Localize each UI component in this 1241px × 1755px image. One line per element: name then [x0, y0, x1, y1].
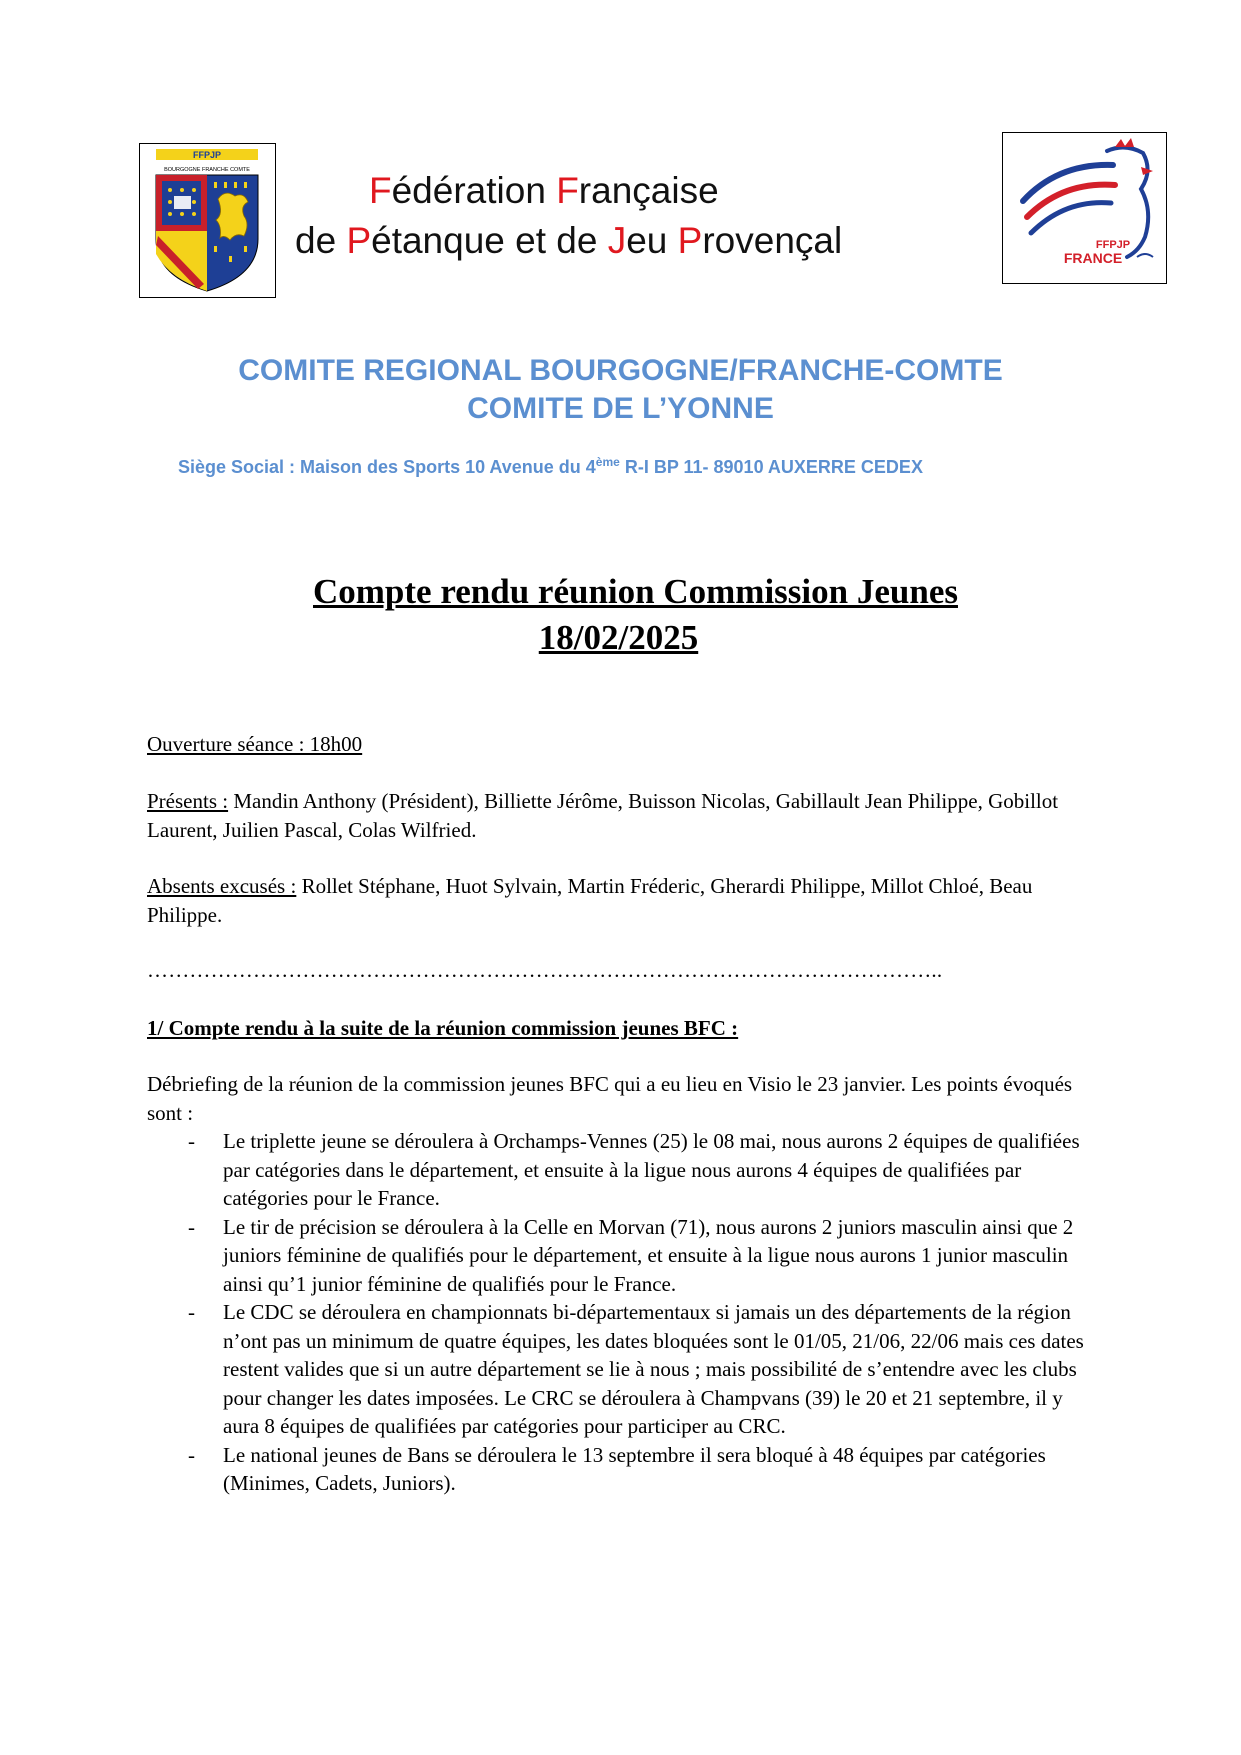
federation-text-part: F — [369, 170, 392, 211]
federation-text-part: étanque et de — [371, 220, 608, 261]
bullet-marker: - — [188, 1214, 195, 1239]
federation-name-line2 — [295, 222, 842, 259]
rooster-icon — [1003, 133, 1165, 282]
federation-text-part: P — [677, 220, 703, 261]
absents-paragraph: Absents excusés : Rollet Stéphane, Huot Sylvain, Martin Fréderic, Gherardi Philippe, Millot Chloé, Beau Philippe. — [147, 874, 1033, 927]
section1-heading: 1/ Compte rendu à la suite de la réunion commission jeunes BFC : — [147, 1016, 739, 1040]
section1-intro: Débriefing de la réunion de la commission jeunes BFC qui a eu lieu en Visio le 23 janvier. Les points évoqués sont : — [147, 1072, 1073, 1125]
bullet-marker: - — [188, 1129, 195, 1153]
comite-yonne: COMITE DE L’YONNE — [467, 392, 774, 425]
section1-bullet-list — [147, 1127, 1093, 1498]
svg-text:FFPJP: FFPJP — [1095, 239, 1131, 251]
separator-line: ………………………………………………………………………………………………….. — [147, 958, 943, 982]
presents-label: Présents : — [147, 789, 229, 813]
federation-text-part: J — [607, 220, 627, 261]
document-date: 18/02/2025 — [538, 618, 699, 657]
absents-label: Absents excusés : — [147, 874, 297, 898]
comite-regional: COMITE REGIONAL BOURGOGNE/FRANCHE-COMTE — [238, 354, 1003, 387]
bullet-text: Le national jeunes de Bans se déroulera le 13 septembre il sera bloqué à 48 équipes par catégories (Minimes, Cadets, Juniors). — [223, 1442, 1046, 1495]
ffpjp-france-logo — [1002, 132, 1167, 284]
bourgogne-franche-comte-logo — [139, 143, 276, 298]
document-title: Compte rendu réunion Commission Jeunes — [313, 572, 958, 611]
ouverture-seance: Ouverture séance : 18h00 — [147, 732, 363, 756]
bullet-item — [147, 1441, 1093, 1498]
federation-text-part: P — [346, 220, 372, 261]
federation-text-part: rovençal — [702, 220, 843, 261]
bullet-text: Le triplette jeune se déroulera à Orchamps-Vennes (25) le 08 mai, nous aurons 2 équipes de qualifiées par catégories dans le département, et ensuite à la ligue nous aurons 4 équipes de qualifiées par catégories pour le France. — [223, 1129, 1080, 1210]
bullet-item — [147, 1127, 1093, 1213]
presents-paragraph: Présents : Mandin Anthony (Président), Billiette Jérôme, Buisson Nicolas, Gabillault Jean Philippe, Gobillot Laurent, Juilien Pascal, Colas Wilfried. — [147, 789, 1059, 842]
federation-text-part: rançaise — [578, 170, 719, 211]
bullet-item — [147, 1298, 1093, 1441]
federation-text-part: F — [556, 170, 579, 211]
federation-text-part: édération — [391, 170, 557, 211]
bullet-text: Le tir de précision se déroulera à la Celle en Morvan (71), nous aurons 2 juniors masculin ainsi que 2 juniors féminine de qualifiés pour le département, et ensuite à la ligue nous aurons 1 junior masculin ainsi qu’1 junior féminine de qualifiés pour le France. — [223, 1214, 1074, 1296]
bullet-text: Le CDC se déroulera en championnats bi-départementaux si jamais un des départements de la région n’ont pas un minimum de quatre équipes, les dates bloquées sont le 01/05, 21/06, 22/06 mais ces dates restent valides que si un autre département se lie à nous ; mais possibilité de s’entendre avec les clubs pour changer les dates imposées. Le CRC se déroulera à Champvans (39) le 20 et 21 septembre, il y aura 8 équipes de qualifiées par catégories pour participer au CRC. — [223, 1300, 1084, 1438]
svg-text:FFPJP: FFPJP — [192, 150, 222, 160]
regional-shield-icon — [140, 144, 274, 296]
federation-name-line1 — [369, 172, 719, 209]
svg-text:BOURGOGNE FRANCHE COMTE: BOURGOGNE FRANCHE COMTE — [164, 167, 250, 173]
bullet-item — [147, 1213, 1093, 1299]
siege-social: Siège Social : Maison des Sports 10 Avenue du 4ème R-I BP 11- 89010 AUXERRE CEDEX — [178, 455, 923, 477]
svg-text:FRANCE: FRANCE — [1063, 250, 1123, 266]
federation-text-part: eu — [626, 220, 678, 261]
bullet-marker: - — [188, 1300, 195, 1324]
federation-text-part: de — [295, 220, 347, 261]
bullet-marker: - — [188, 1442, 195, 1467]
